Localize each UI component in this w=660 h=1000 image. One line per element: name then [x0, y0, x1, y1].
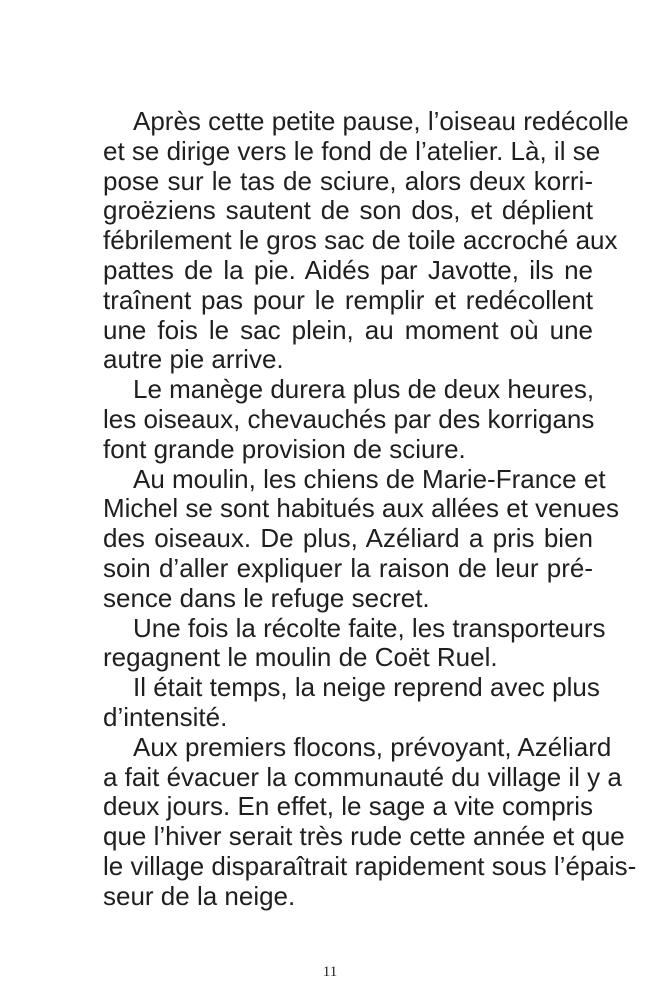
- text-line: soin d’aller expliquer la raison de leur pré-: [103, 552, 593, 583]
- text-line: une fois le sac plein, au moment où une: [103, 314, 593, 345]
- text-line: font grande provision de sciure.: [103, 433, 466, 464]
- text-line: fébrilement le gros sac de toile accroché aux: [103, 225, 618, 256]
- text-line: sence dans le refuge secret.: [103, 582, 430, 613]
- paragraph: [103, 672, 600, 733]
- paragraph: [103, 106, 629, 375]
- text-line: autre pie arrive.: [103, 344, 284, 375]
- text-line: seur de la neige.: [103, 880, 296, 911]
- text-line: Après cette petite pause, l’oiseau redécolle: [133, 106, 629, 136]
- paragraph: [103, 463, 619, 614]
- text-line: a fait évacuer la communauté du village il y a: [103, 761, 622, 792]
- text-line: et se dirige vers le fond de l’atelier. Là, il se: [103, 135, 601, 166]
- text-line: groëziens sautent de son dos, et déplient: [103, 195, 593, 226]
- body-text: [103, 106, 637, 912]
- text-line: Le manège durera plus de deux heures,: [133, 374, 595, 405]
- page-number: 11: [322, 964, 338, 980]
- text-line: d’intensité.: [103, 701, 228, 732]
- text-line: des oiseaux. De plus, Azéliard a pris bien: [103, 523, 593, 554]
- text-line: Michel se sont habitués aux allées et venues: [103, 493, 619, 524]
- text-line: deux jours. En effet, le sage a vite compris: [103, 791, 593, 822]
- text-line: pattes de la pie. Aidés par Javotte, ils ne: [103, 254, 593, 285]
- text-line: Au moulin, les chiens de Marie-France et: [133, 463, 606, 494]
- text-line: le village disparaîtrait rapidement sous l’épais-: [103, 850, 637, 881]
- text-line: les oiseaux, chevauchés par des korrigans: [103, 403, 595, 434]
- text-line: Il était temps, la neige reprend avec plus: [133, 672, 600, 703]
- paragraph: [103, 612, 606, 674]
- paragraph: [103, 731, 637, 912]
- text-line: traînent pas pour le remplir et redécollent: [103, 284, 593, 315]
- text-line: Aux premiers flocons, prévoyant, Azéliard: [133, 731, 612, 762]
- paragraph: [103, 375, 593, 464]
- text-line: que l’hiver serait très rude cette année et que: [103, 821, 625, 852]
- text-line: pose sur le tas de sciure, alors deux korri-: [103, 165, 593, 196]
- text-line: regagnent le moulin de Coët Ruel.: [103, 642, 498, 673]
- text-line: Une fois la récolte faite, les transporteurs: [133, 612, 606, 643]
